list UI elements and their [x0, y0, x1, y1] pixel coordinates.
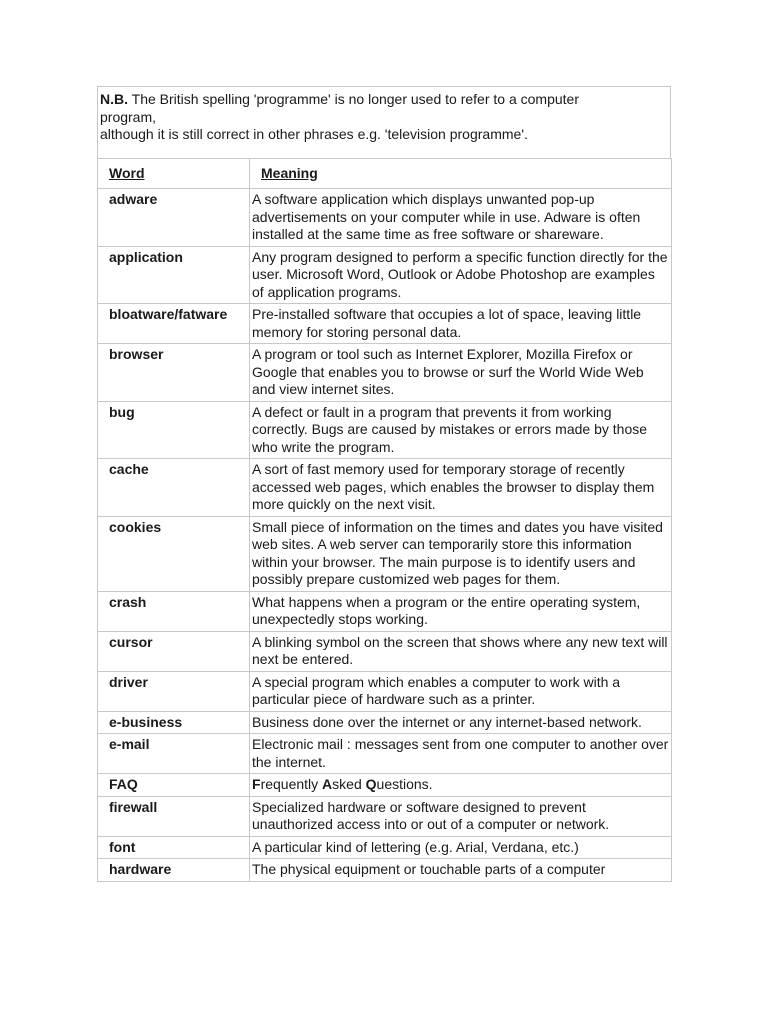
- definition-cell: The physical equipment or touchable parts of a computer: [250, 859, 672, 882]
- definition-cell: A special program which enables a computer to work with a particular piece of hardware such as a printer.: [250, 671, 672, 711]
- glossary-page: [97, 86, 671, 882]
- definition-cell: Business done over the internet or any internet-based network.: [250, 711, 672, 734]
- note-label: N.B.: [100, 91, 128, 107]
- term-cell: adware: [98, 189, 250, 247]
- definition-cell: A blinking symbol on the screen that shows where any new text will next be entered.: [250, 631, 672, 671]
- table-row: [98, 796, 672, 836]
- note-box: [97, 86, 671, 158]
- term-cell: font: [98, 836, 250, 859]
- definition-cell: Frequently Asked Questions.: [250, 774, 672, 797]
- table-row: [98, 401, 672, 459]
- note-line-1: The British spelling 'programme' is no longer used to refer to a computer: [131, 91, 579, 107]
- term-cell: crash: [98, 591, 250, 631]
- note-line-2: program,: [100, 108, 157, 125]
- definition-cell: Pre-installed software that occupies a lot of space, leaving little memory for storing personal data.: [250, 304, 672, 344]
- table-row: [98, 246, 672, 304]
- term-cell: e-business: [98, 711, 250, 734]
- term-cell: cache: [98, 459, 250, 517]
- definition-cell: Specialized hardware or software designed to prevent unauthorized access into or out of a computer or network.: [250, 796, 672, 836]
- definition-cell: Any program designed to perform a specific function directly for the user. Microsoft Word, Outlook or Adobe Photoshop are examples of application programs.: [250, 246, 672, 304]
- definition-cell: A particular kind of lettering (e.g. Arial, Verdana, etc.): [250, 836, 672, 859]
- term-cell: FAQ: [98, 774, 250, 797]
- table-row: [98, 774, 672, 797]
- term-cell: bloatware/fatware: [98, 304, 250, 344]
- table-row: [98, 591, 672, 631]
- term-cell: cursor: [98, 631, 250, 671]
- table-row: [98, 516, 672, 591]
- glossary-table: [97, 158, 672, 882]
- term-cell: hardware: [98, 859, 250, 882]
- term-cell: cookies: [98, 516, 250, 591]
- term-cell: firewall: [98, 796, 250, 836]
- meaning-column-header: Meaning: [250, 158, 672, 189]
- table-row: [98, 304, 672, 344]
- table-row: [98, 711, 672, 734]
- word-column-header: Word: [98, 158, 250, 189]
- term-cell: browser: [98, 344, 250, 402]
- term-cell: bug: [98, 401, 250, 459]
- table-row: [98, 631, 672, 671]
- definition-cell: Electronic mail : messages sent from one computer to another over the internet.: [250, 734, 672, 774]
- table-row: [98, 734, 672, 774]
- header-row: [98, 158, 672, 189]
- definition-cell: A sort of fast memory used for temporary storage of recently accessed web pages, which enables the browser to display them more quickly on the next visit.: [250, 459, 672, 517]
- definition-cell: What happens when a program or the entire operating system, unexpectedly stops working.: [250, 591, 672, 631]
- term-cell: driver: [98, 671, 250, 711]
- table-row: [98, 859, 672, 882]
- note-line-3: although it is still correct in other phrases e.g. 'television programme'.: [100, 126, 528, 142]
- table-row: [98, 671, 672, 711]
- term-cell: e-mail: [98, 734, 250, 774]
- definition-cell: A program or tool such as Internet Explorer, Mozilla Firefox or Google that enables you to browse or surf the World Wide Web and view internet sites.: [250, 344, 672, 402]
- term-cell: application: [98, 246, 250, 304]
- definition-cell: A software application which displays unwanted pop-up advertisements on your computer while in use. Adware is often installed at the same time as free software or shareware.: [250, 189, 672, 247]
- table-row: [98, 344, 672, 402]
- definition-cell: A defect or fault in a program that prevents it from working correctly. Bugs are caused by mistakes or errors made by those who write the program.: [250, 401, 672, 459]
- table-row: [98, 836, 672, 859]
- table-row: [98, 189, 672, 247]
- definition-cell: Small piece of information on the times and dates you have visited web sites. A web server can temporarily store this information within your browser. The main purpose is to identify users and possibly prepare customized web pages for them.: [250, 516, 672, 591]
- table-row: [98, 459, 672, 517]
